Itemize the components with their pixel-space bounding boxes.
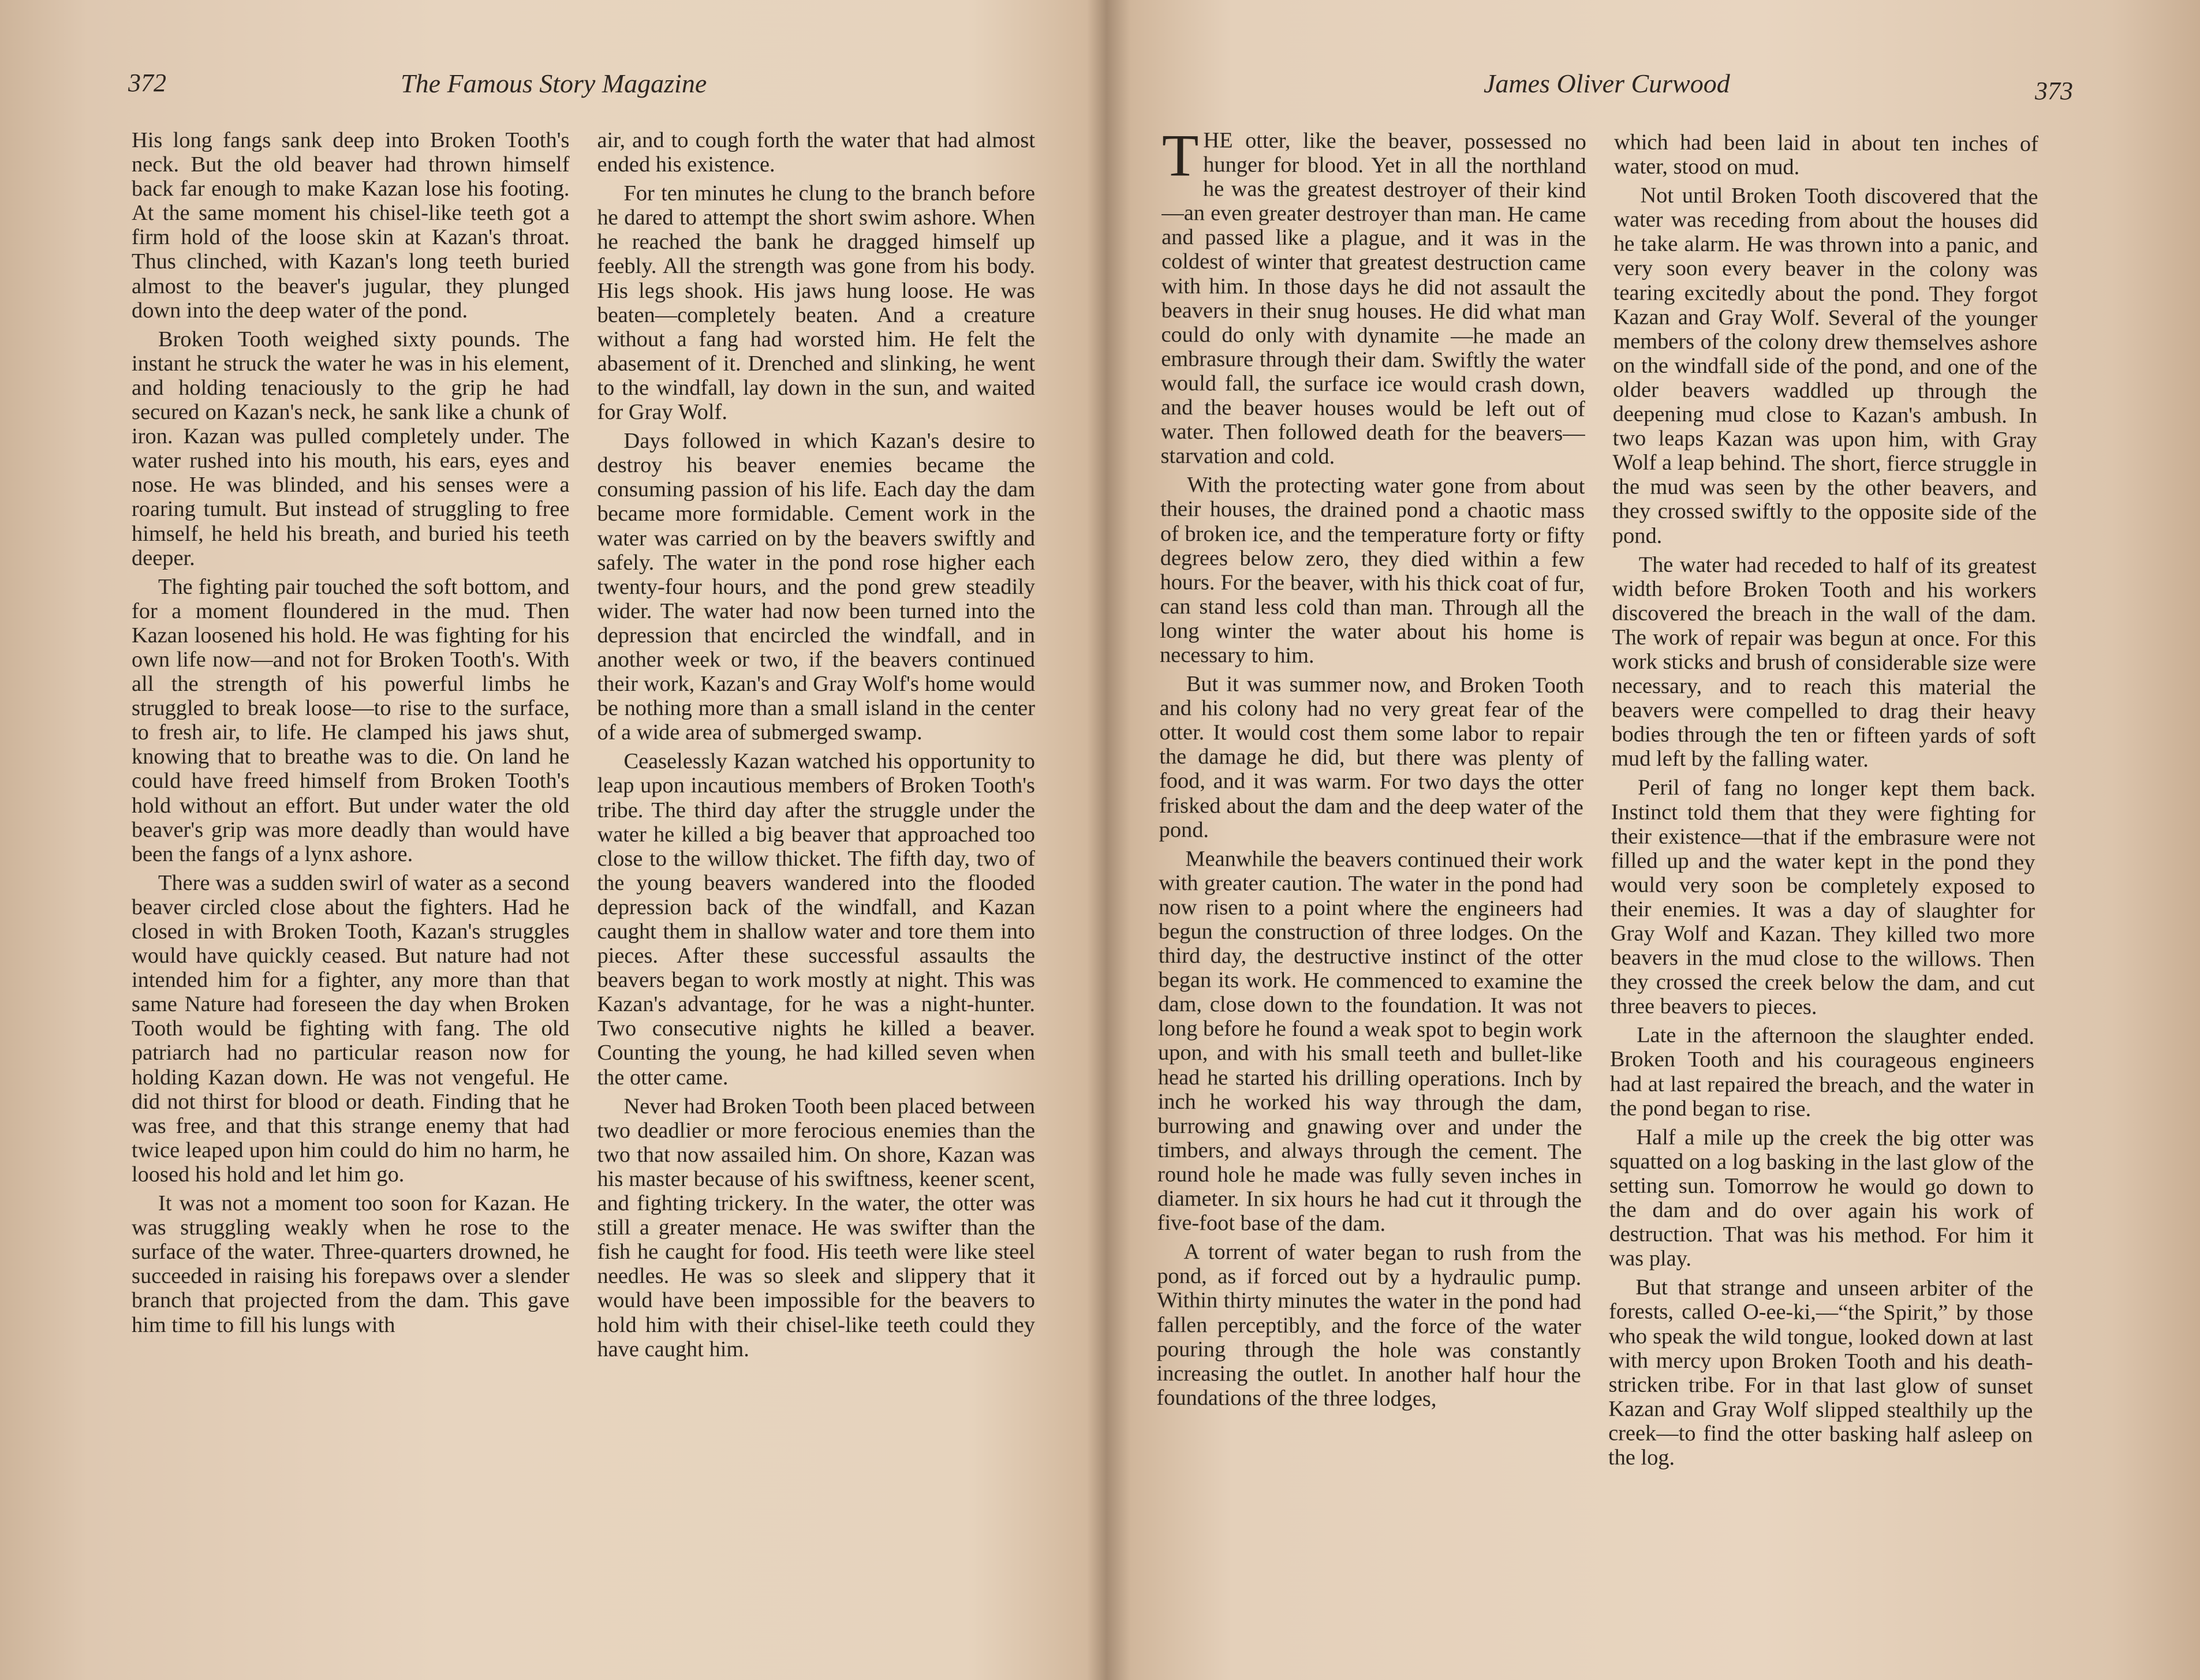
paragraph: His long fangs sank deep into Broken Tooth's neck. But the old beaver had thrown himself back far enough to make Kazan lose his footing. At the same moment his chisel-like teeth got a firm hold of the loose skin at Kazan's throat. Thus clinched, with Kazan's long teeth buried almost to the beaver's jugular, they plunged down into the deep water of the pond. bbox=[132, 128, 570, 323]
running-head-magazine-title: The Famous Story Magazine bbox=[401, 69, 707, 98]
paragraph: Ceaselessly Kazan watched his opportunity to leap upon incautious members of Broken Tooth's tribe. The third day after the struggle under the water he killed a big beaver that approached too close to the willow thicket. The fifth day, two of the young beavers wandered into the flooded depression back of the windfall, and Kazan caught them in shallow water and tore them into pieces. After these successful assaults the beavers began to work mostly at night. This was Kazan's advantage, for he was a night-hunter. Two consecutive nights he killed a beaver. Counting the young, he had killed seven when the otter came. bbox=[597, 749, 1035, 1090]
paragraph: With the protecting water gone from about their houses, the drained pond a chaotic mass of broken ice, and the temperature forty or fifty degrees below zero, they died within a few hours. For the beaver, with his thick coat of fur, can stand less cold than man. Through all the long winter the water about his home is necessary to him. bbox=[1159, 473, 1585, 668]
paragraph: For ten minutes he clung to the branch before he dared to attempt the short swim ashore. When he reached the bank he dragged himself up feebly. All the strength was gone from his body. His legs shook. His jaws hung loose. He was beaten—completely beaten. And a creature without a fang had worsted him. He felt the abasement of it. Drenched and slinking, he went to the windfall, lay down in the sun, and waited for Gray Wolf. bbox=[597, 181, 1035, 425]
paragraph: Late in the afternoon the slaughter ended. Broken Tooth and his courageous engineers had at last repaired the breach, and the water in the pond began to rise. bbox=[1609, 1023, 2035, 1121]
paragraph: Peril of fang no longer kept them back. Instinct told them that they were fighting for their existence—that if the embrasure were not filled up and the water kept in the pond they would very soon be completely exposed to their enemies. It was a day of slaughter for Gray Wolf and Kazan. They killed two more beavers in the mud close to the willows. Then they crossed the creek below the dam, and cut three beavers to pieces. bbox=[1610, 776, 2036, 1020]
left-column-2 bbox=[597, 128, 1036, 1366]
paragraph: air, and to cough forth the water that had almost ended his existence. bbox=[597, 128, 1035, 177]
paragraph: Never had Broken Tooth been placed between two deadlier or more ferocious enemies than the two that now assailed him. On shore, Kazan was his master because of his swiftness, keener scent, and fighting trickery. In the water, the otter was still a greater menace. He was swifter than the fish he caught for food. His teeth were like steel needles. He was so sleek and slippery that it would have been impossible for the beavers to hold him with their chisel-like teeth could they have caught him. bbox=[597, 1094, 1035, 1361]
page-number: 373 bbox=[2035, 77, 2073, 105]
right-page-columns bbox=[1156, 122, 2038, 1476]
paragraph: The water had receded to half of its greatest width before Broken Tooth and his workers discovered the breach in the wall of the dam. The work of repair was begun at once. For this work sticks and brush of considerable size were necessary, and to reach this material the beavers were compelled to drag their heavy bodies through the ten or fifteen yards of soft mud left by the falling water. bbox=[1611, 552, 2037, 772]
paragraph: Half a mile up the creek the big otter was squatted on a log basking in the last glow of the setting sun. Tomorrow he would go down to the dam and do over again his work of destruction. That was his method. For him it was play. bbox=[1609, 1125, 2034, 1271]
drop-cap: T bbox=[1161, 122, 1199, 189]
right-page bbox=[1100, 0, 2200, 1680]
page-number: 372 bbox=[128, 69, 166, 97]
left-page-columns bbox=[132, 128, 1035, 1366]
paragraph: Meanwhile the beavers continued their work with greater caution. The water in the pond had now risen to a point where the engineers had begun the construction of three lodges. On the third day, the destructive instinct of the otter began its work. He commenced to examine the dam, close down to the foundation. It was not long before he found a weak spot to begin work upon, and with his small teeth and bullet-like head he started his drilling operations. Inch by inch he worked his way through the dam, burrowing and gnawing over and under the timbers, and always through the cement. The round hole he made was fully seven inches in diameter. In six hours he had cut it through the five-foot base of the dam. bbox=[1157, 846, 1583, 1236]
paragraph: But that strange and unseen arbiter of the forests, called O-ee-ki,—“the Spirit,” by those who speak the wild tongue, looked down at last with mercy upon Broken Tooth and his death-stricken tribe. For in that last glow of sunset Kazan and Gray Wolf slipped stealthily up the creek—to find the otter basking half asleep on the log. bbox=[1608, 1275, 2034, 1470]
running-head-author-name: James Oliver Curwood bbox=[1484, 69, 1730, 98]
paragraph: There was a sudden swirl of water as a second beaver circled close about the fighters. Had he closed in with Broken Tooth, Kazan's struggles would have quickly ceased. But nature had not intended him for a fighter, any more than that same Nature had foreseen the day when Broken Tooth would be fighting with fang. The old patriarch had no particular reason now for holding Kazan down. He was not vengeful. He did not thirst for blood or death. Finding that he was free, and that this strange enemy that had twice leaped upon him could do him no harm, he loosed his hold and let him go. bbox=[132, 870, 570, 1187]
opening-paragraph-text: HE otter, like the beaver, possessed no hunger for blood. Yet in all the northland he was the greatest destroyer of their kind—an even greater destroyer than man. He came and passed like a plague, and it was in the coldest of winter that greatest destruction came with him. In those days he did not assault the beavers in their snug houses. He did what man could do only with dynamite —he made an embrasure through their dam. Swiftly the water would fall, the surface ice would crash down, and the beaver houses would be left out of water. Then followed death for the beavers— starvation and cold. bbox=[1160, 128, 1586, 469]
paragraph: which had been laid in about ten inches of water, stood on mud. bbox=[1613, 130, 2038, 179]
paragraph: Not until Broken Tooth discovered that the water was receding from about the houses did he take alarm. He was thrown into a panic, and very soon every beaver in the colony was tearing excitedly about the pond. They forgot Kazan and Gray Wolf. Several of the younger members of the colony drew themselves ashore on the windfall side of the pond, and one of the older beavers waddled up through the deepening mud close to Kazan's ambush. In two leaps Kazan was upon him, with Gray Wolf a leap behind. The short, fierce struggle in the mud was seen by the other beavers, and they crossed swiftly to the opposite side of the pond. bbox=[1612, 183, 2038, 548]
paragraph: Days followed in which Kazan's desire to destroy his beaver enemies became the consuming passion of his life. Each day the dam became more formidable. Cement work in the water was carried on by the beavers swiftly and safely. The water in the pond rose higher each twenty-four hours, and the pond grew steadily wider. The water had now been turned into the depression that encircled the windfall, and in another week or two, if the beavers continued their work, Kazan's and Gray Wolf's home would be nothing more than a small island in the center of a wide area of submerged swamp. bbox=[597, 429, 1035, 745]
right-column-1 bbox=[1156, 122, 1586, 1474]
paragraph: But it was summer now, and Broken Tooth and his colony had no very great fear of the otter. It would cost them some labor to repair the damage he did, but there was plenty of food, and it was warm. For two days the otter frisked about the dam and the deep water of the pond. bbox=[1159, 672, 1584, 842]
left-page bbox=[0, 0, 1091, 1680]
paragraph: The fighting pair touched the soft bottom, and for a moment floundered in the mud. Then Kazan loosened his hold. He was fighting for his own life now—and not for Broken Tooth's. With all the strength of his powerful limbs he struggled to break loose—to rise to the surface, to fresh air, to life. He clamped his jaws shut, knowing that to breathe was to die. On land he could have freed himself from Broken Tooth's hold without an effort. But under water the old beaver's grip was more deadly than would have been the fangs of a lynx ashore. bbox=[132, 574, 570, 866]
left-column-1 bbox=[132, 128, 570, 1366]
paragraph: Broken Tooth weighed sixty pounds. The instant he struck the water he was in his element, and holding tenaciously to the grip he had secured on Kazan's neck, he sank like a chunk of iron. Kazan was pulled completely under. The water rushed into his mouth, his ears, eyes and nose. He was blinded, and his senses were a roaring tumult. But instead of struggling to free himself, he held his breath, and buried his teeth deeper. bbox=[132, 327, 570, 570]
opening-paragraph bbox=[1160, 122, 1586, 470]
paragraph: A torrent of water began to rush from the pond, as if forced out by a hydraulic pump. Within thirty minutes the water in the pond had fallen perceptibly, and the force of the water pouring through the hole was constantly increasing the outlet. In another half hour the foundations of the three lodges, bbox=[1156, 1240, 1582, 1411]
right-column-2 bbox=[1608, 130, 2038, 1476]
paragraph: It was not a moment too soon for Kazan. He was struggling weakly when he rose to the surface of the water. Three-quarters drowned, he succeeded in raising his forepaws over a slender branch that projected from the dam. This gave him time to fill his lungs with bbox=[132, 1191, 570, 1337]
